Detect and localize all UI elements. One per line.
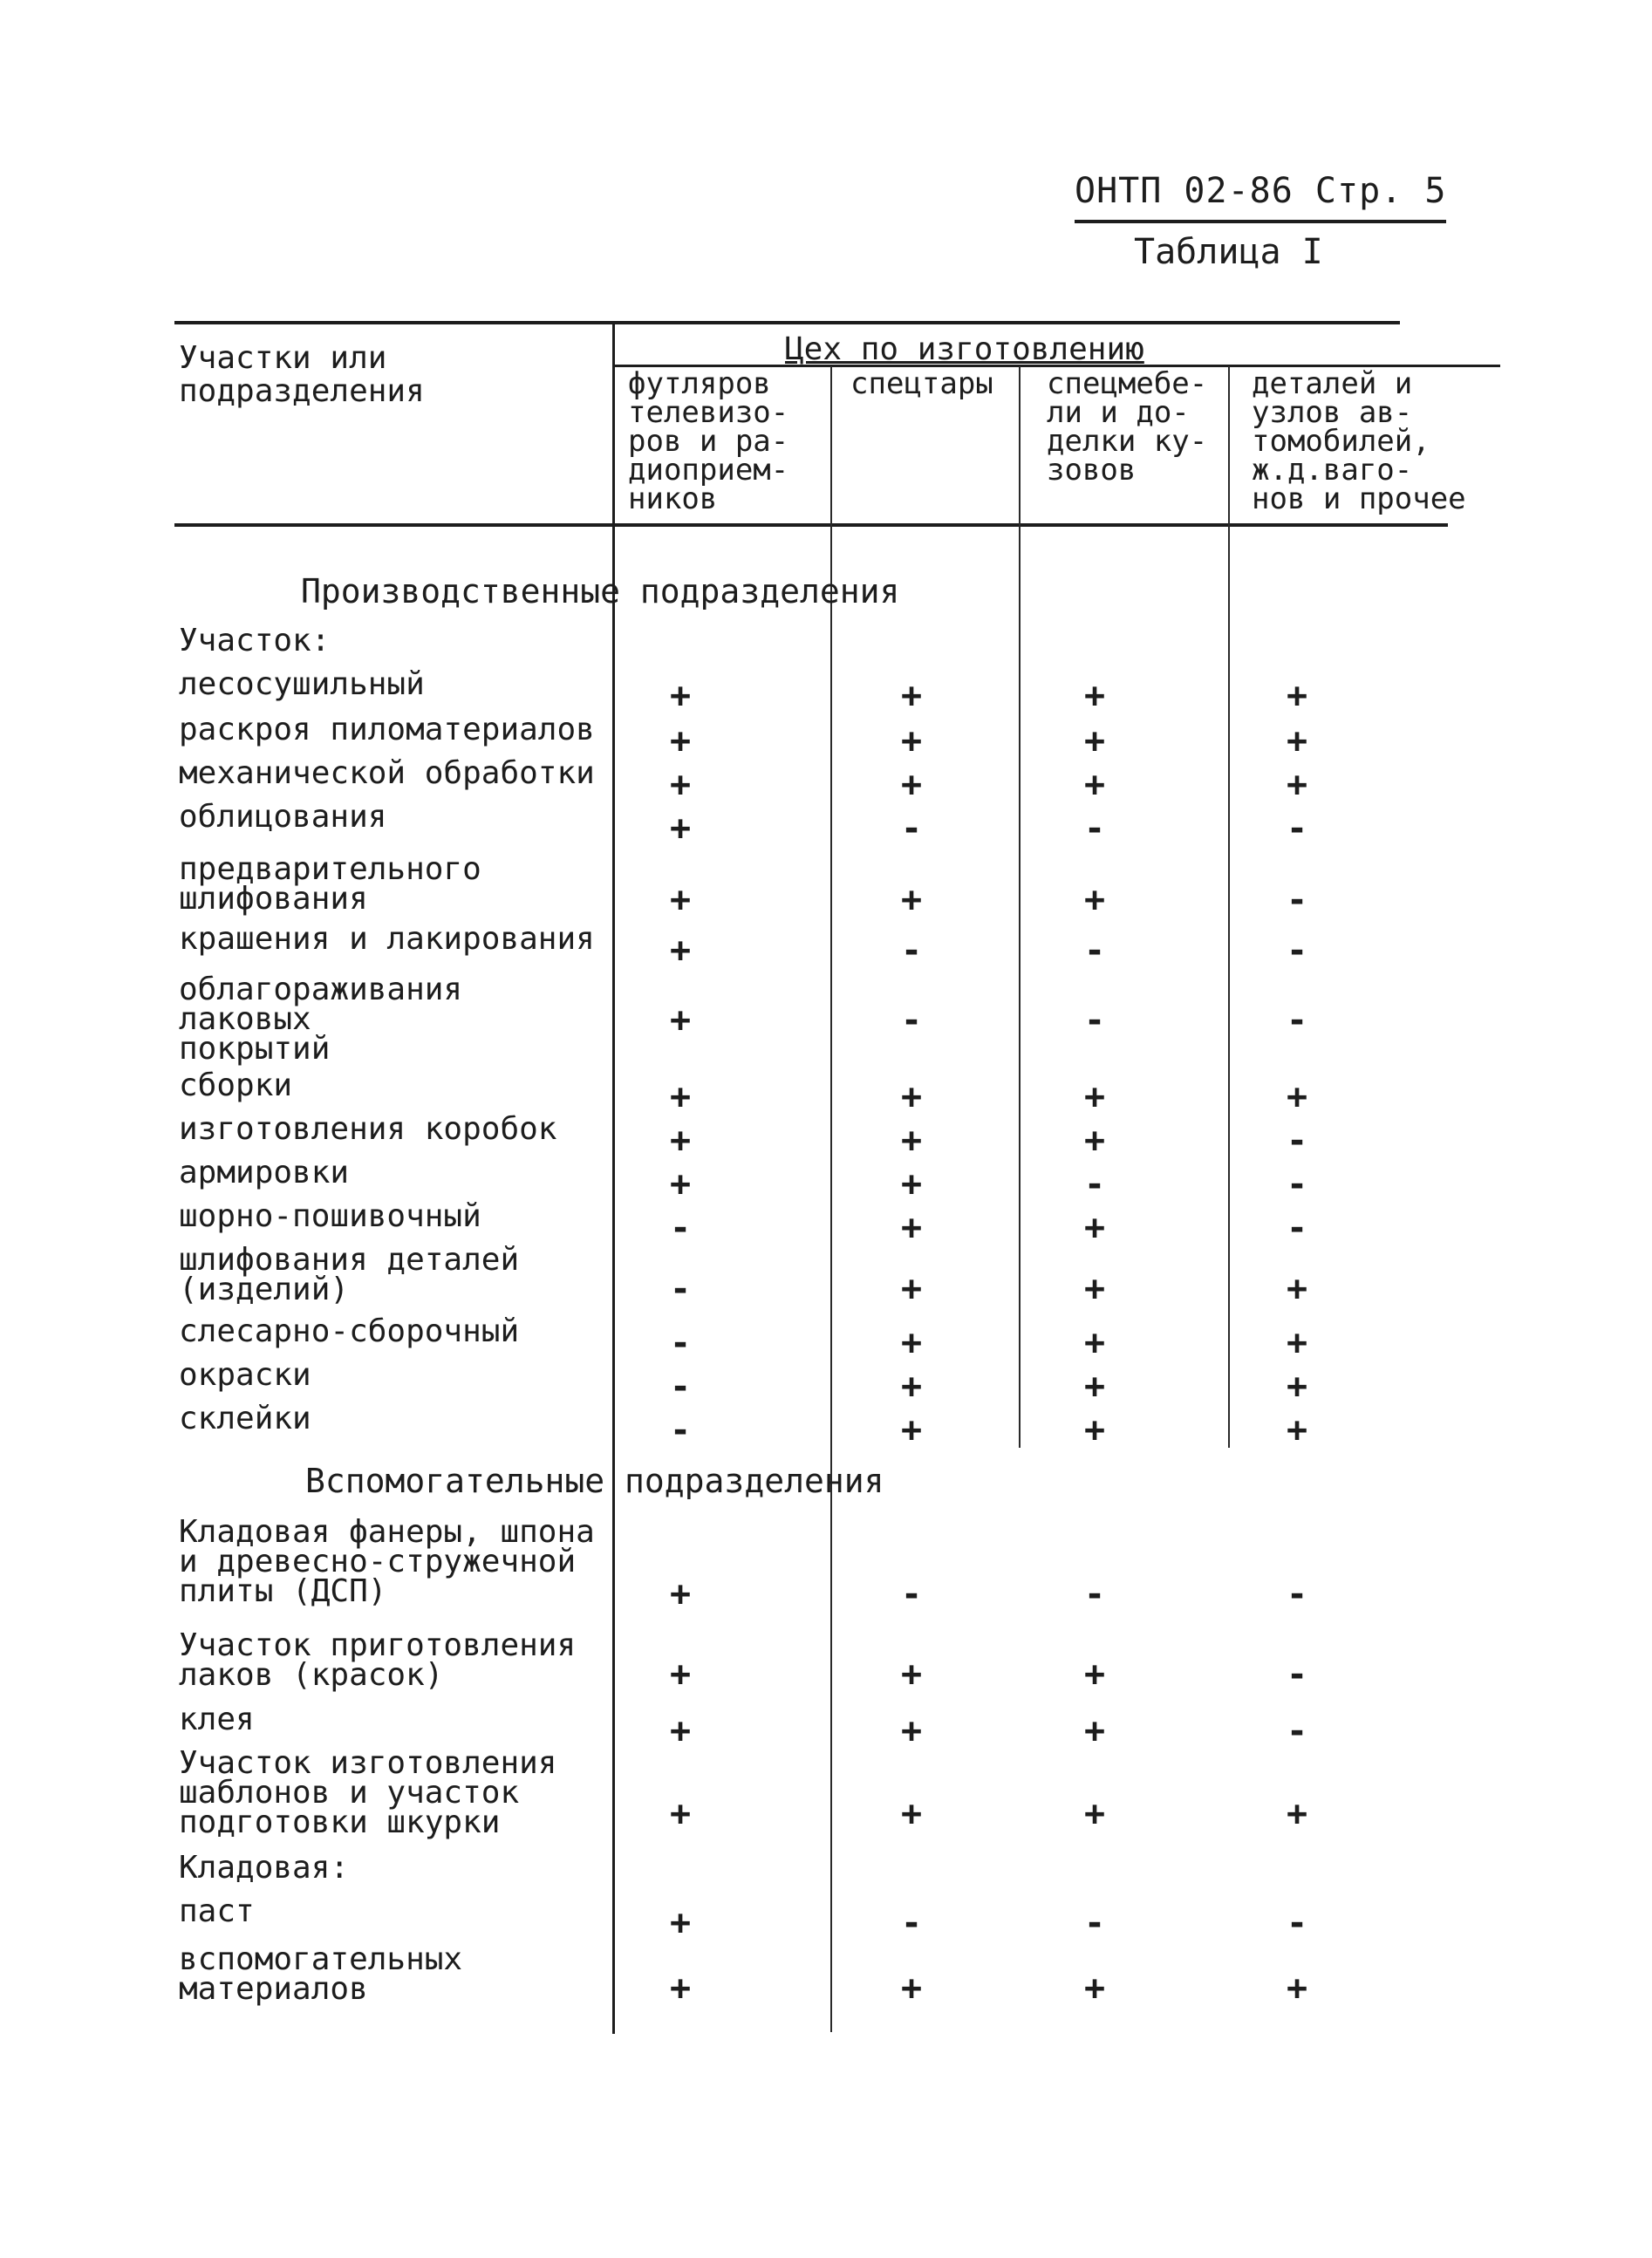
row-label: склейки [179, 1401, 311, 1436]
minus-mark: - [669, 1323, 692, 1363]
plus-mark: + [1083, 721, 1106, 761]
plus-mark: + [900, 1208, 923, 1248]
plus-mark: + [1286, 765, 1308, 805]
row-label: облагораживания лаковых покрытий [179, 972, 463, 1067]
plus-mark: + [1083, 765, 1106, 805]
plus-mark: + [669, 1968, 692, 2009]
plus-mark: + [1083, 1208, 1106, 1248]
plus-mark: + [1083, 880, 1106, 920]
plus-mark: + [1286, 1269, 1308, 1309]
column-divider [830, 366, 832, 2032]
plus-mark: + [669, 1903, 692, 1943]
workshop-group-header: Цех по изготовлению [785, 331, 1144, 367]
minus-mark: - [900, 931, 923, 971]
plus-mark: + [900, 1164, 923, 1204]
minus-mark: - [900, 1000, 923, 1040]
row-label: лесосушильный [179, 666, 425, 702]
row-label: механической обработки [179, 755, 595, 791]
row-label: крашения и лакирования [179, 921, 595, 957]
column-divider [1228, 366, 1230, 1448]
plus-mark: + [669, 1121, 692, 1161]
plus-mark: + [669, 931, 692, 971]
plus-mark: + [1286, 721, 1308, 761]
minus-mark: - [900, 1903, 923, 1943]
plus-mark: + [669, 1077, 692, 1117]
table-top-rule [174, 321, 1400, 324]
minus-mark: - [669, 1367, 692, 1407]
table-header-bottom-rule [174, 523, 1448, 527]
row-label: Кладовая: [179, 1850, 350, 1886]
plus-mark: + [900, 721, 923, 761]
column-header-4: деталей и узлов ав- томобилей, ж.д.ваго- нов и прочее [1252, 366, 1466, 516]
plus-mark: + [669, 676, 692, 716]
minus-mark: - [1083, 931, 1106, 971]
column-divider [1019, 366, 1021, 1448]
plus-mark: + [1083, 1410, 1106, 1450]
minus-mark: - [669, 1269, 692, 1309]
minus-mark: - [900, 808, 923, 849]
row-label: паст [179, 1893, 255, 1929]
section-production: Производственные подразделения [301, 572, 900, 611]
minus-mark: - [1083, 1000, 1106, 1040]
minus-mark: - [669, 1410, 692, 1450]
plus-mark: + [900, 1654, 923, 1695]
plus-mark: + [1083, 1654, 1106, 1695]
row-label: предварительного шлифования [179, 851, 481, 917]
row-label: слесарно-сборочный [179, 1313, 520, 1349]
row-header: Участки или подразделения [179, 340, 425, 409]
plus-mark: + [900, 880, 923, 920]
column-header-1: футляров телевизо- ров и ра- диоприем- ников [628, 366, 789, 516]
plus-mark: + [1083, 676, 1106, 716]
row-label: армировки [179, 1155, 350, 1190]
plus-mark: + [900, 1794, 923, 1834]
minus-mark: - [1083, 1574, 1106, 1614]
minus-mark: - [1083, 1903, 1106, 1943]
plus-mark: + [1286, 1794, 1308, 1834]
plus-mark: + [1083, 1323, 1106, 1363]
table-title: Таблица I [1134, 232, 1323, 272]
page-reference: ОНТП 02-86 Стр. 5 [1075, 171, 1446, 223]
plus-mark: + [900, 1711, 923, 1751]
plus-mark: + [669, 1574, 692, 1614]
row-label: облицования [179, 799, 387, 835]
row-label: Участок: [179, 623, 331, 658]
plus-mark: + [1083, 1794, 1106, 1834]
plus-mark: + [900, 1410, 923, 1450]
plus-mark: + [900, 1121, 923, 1161]
plus-mark: + [1286, 1367, 1308, 1407]
minus-mark: - [1286, 1903, 1308, 1943]
minus-mark: - [1286, 1711, 1308, 1751]
plus-mark: + [1286, 676, 1308, 716]
plus-mark: + [900, 676, 923, 716]
plus-mark: + [669, 765, 692, 805]
row-label: вспомогательных материалов [179, 1941, 463, 2007]
plus-mark: + [669, 721, 692, 761]
row-label: Участок приготовления лаков (красок) [179, 1627, 577, 1693]
plus-mark: + [1083, 1121, 1106, 1161]
plus-mark: + [1083, 1711, 1106, 1751]
plus-mark: + [1286, 1968, 1308, 2009]
minus-mark: - [1286, 1574, 1308, 1614]
row-label: шорно-пошивочный [179, 1198, 481, 1234]
plus-mark: + [900, 765, 923, 805]
row-label: сборки [179, 1068, 293, 1103]
column-header-3: спецмебе- ли и до- делки ку- зовов [1047, 366, 1208, 488]
row-label: изготовления коробок [179, 1111, 557, 1147]
minus-mark: - [1083, 1164, 1106, 1204]
minus-mark: - [1286, 1164, 1308, 1204]
plus-mark: + [1083, 1269, 1106, 1309]
row-label: раскроя пиломатериалов [179, 712, 595, 747]
minus-mark: - [669, 1208, 692, 1248]
minus-mark: - [1286, 1000, 1308, 1040]
minus-mark: - [1286, 1208, 1308, 1248]
plus-mark: + [669, 1164, 692, 1204]
plus-mark: + [669, 808, 692, 849]
minus-mark: - [1286, 808, 1308, 849]
minus-mark: - [1286, 1121, 1308, 1161]
section-auxiliary: Вспомогательные подразделения [305, 1462, 884, 1500]
minus-mark: - [900, 1574, 923, 1614]
plus-mark: + [1083, 1367, 1106, 1407]
plus-mark: + [1286, 1323, 1308, 1363]
plus-mark: + [1083, 1968, 1106, 2009]
row-label: Кладовая фанеры, шпона и древесно-стружечной плиты (ДСП) [179, 1514, 595, 1609]
plus-mark: + [669, 1794, 692, 1834]
minus-mark: - [1286, 1654, 1308, 1695]
plus-mark: + [900, 1968, 923, 2009]
plus-mark: + [1083, 1077, 1106, 1117]
minus-mark: - [1286, 931, 1308, 971]
row-label: клея [179, 1702, 255, 1737]
plus-mark: + [669, 880, 692, 920]
column-header-2: спецтары [850, 366, 993, 401]
minus-mark: - [1083, 808, 1106, 849]
minus-mark: - [1286, 880, 1308, 920]
row-label: Участок изготовления шаблонов и участок подготовки шкурки [179, 1745, 557, 1840]
plus-mark: + [669, 1000, 692, 1040]
plus-mark: + [669, 1711, 692, 1751]
row-label: шлифования деталей (изделий) [179, 1242, 520, 1307]
plus-mark: + [1286, 1410, 1308, 1450]
plus-mark: + [900, 1269, 923, 1309]
plus-mark: + [1286, 1077, 1308, 1117]
row-label: окраски [179, 1357, 311, 1393]
plus-mark: + [900, 1323, 923, 1363]
plus-mark: + [900, 1367, 923, 1407]
plus-mark: + [900, 1077, 923, 1117]
plus-mark: + [669, 1654, 692, 1695]
